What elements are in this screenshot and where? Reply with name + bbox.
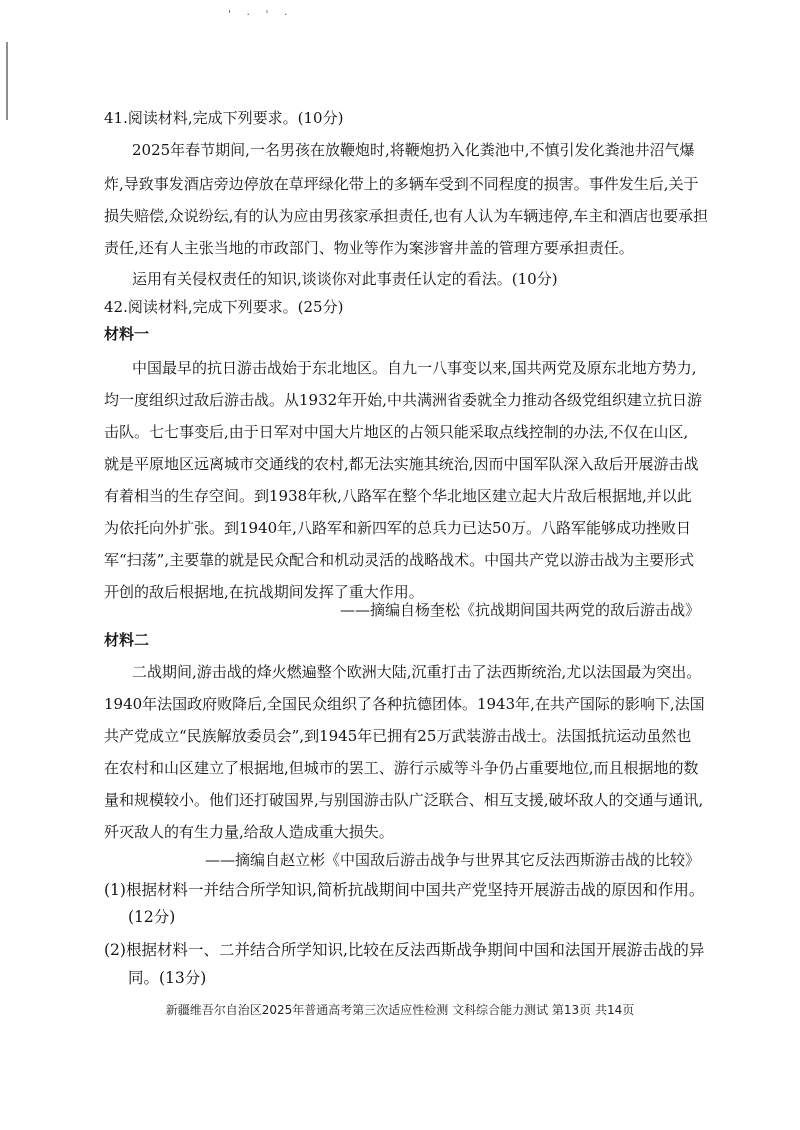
q41-paragraph-line: 损失赔偿,众说纷纭,有的认为应由男孩家承担责任,也有人认为车辆违停,车主和酒店也要承担 — [104, 207, 709, 225]
material-1-line: 中国最早的抗日游击战始于东北地区。自九一八事变以来,国共两党及原东北地方势力, — [132, 359, 697, 377]
q41-paragraph-line: 2025年春节期间,一名男孩在放鞭炮时,将鞭炮扔入化粪池中,不慎引发化粪池井沼气爆 — [132, 141, 695, 159]
sub-question-2: (2)根据材料一、二并结合所学知识,比较在反法西斯战争期间中国和法国开展游击战的异 — [104, 941, 705, 959]
material-2-line: 1940年法国政府败降后,全国民众组织了各种抗德团体。1943年,在共产国际的影响下,法国 — [104, 695, 705, 713]
q42-heading: 42.阅读材料,完成下列要求。(25分) — [104, 298, 344, 316]
scan-edge-mark — [6, 42, 8, 120]
material-2-source: ——摘编自赵立彬《中国敌后游击战争与世界其它反法西斯游击战的比较》 — [204, 851, 700, 869]
q41-paragraph-line: 炸,导致事发酒店旁边停放在草坪绿化带上的多辆车受到不同程度的损害。事件发生后,关于 — [104, 175, 699, 193]
sub-question-2-points: 同。(13分) — [128, 969, 207, 987]
q41-task: 运用有关侵权责任的知识,谈谈你对此事责任认定的看法。(10分) — [132, 270, 558, 288]
material-2-line: 量和规模较小。他们还打破国界,与别国游击队广泛联合、相互支援,破坏敌人的交通与通讯, — [104, 791, 704, 809]
sub-question-1: (1)根据材料一并结合所学知识,简析抗战期间中国共产党坚持开展游击战的原因和作用。 — [104, 881, 705, 899]
page-footer: 新疆维吾尔自治区2025年普通高考第三次适应性检测 文科综合能力测试 第13页 共14页 — [165, 1003, 635, 1017]
material-2-line: 在农村和山区建立了根据地,但城市的罢工、游行示威等斗争仍占重要地位,而且根据地的数 — [104, 759, 699, 777]
sub-question-1-points: (12分) — [128, 908, 176, 926]
q41-heading: 41.阅读材料,完成下列要求。(10分) — [104, 109, 344, 127]
material-1-line: 均一度组织过敌后游击战。从1932年开始,中共满洲省委就全力推动各级党组织建立抗日游 — [104, 391, 702, 409]
material-2-line: 歼灭敌人的有生力量,给敌人造成重大损失。 — [104, 823, 394, 841]
material-1-line: 军“扫荡”,主要靠的就是民众配合和机动灵活的战略战术。中国共产党以游击战为主要形式 — [104, 551, 695, 569]
material-2-line: 共产党成立“民族解放委员会”,到1945年已拥有25万武装游击战士。法国抵抗运动虽然也 — [104, 727, 692, 745]
material-2-label: 材料二 — [104, 631, 150, 649]
top-scan-marks: ' · ' · — [228, 8, 294, 21]
material-1-source: ——摘编自杨奎松《抗战期间国共两党的敌后游击战》 — [339, 601, 700, 619]
q41-paragraph-line: 责任,还有人主张当地的市政部门、物业等作为案涉窨井盖的管理方要承担责任。 — [104, 239, 634, 257]
material-1-line: 开创的敌后根据地,在抗战期间发挥了重大作用。 — [104, 583, 424, 601]
material-1-line: 为依托向外扩张。到1940年,八路军和新四军的总兵力已达50万。八路军能够成功挫败日 — [104, 519, 692, 537]
material-1-label: 材料一 — [104, 325, 150, 343]
material-1-line: 就是平原地区远离城市交通线的农村,都无法实施其统治,因而中国军队深入敌后开展游击战 — [104, 455, 699, 473]
material-2-line: 二战期间,游击战的烽火燃遍整个欧洲大陆,沉重打击了法西斯统治,尤以法国最为突出。 — [132, 663, 702, 681]
material-1-line: 有着相当的生存空间。到1938年秋,八路军在整个华北地区建立起大片敌后根据地,并以此 — [104, 487, 692, 505]
material-1-line: 击队。七七事变后,由于日军对中国大片地区的占领只能采取点线控制的办法,不仅在山区, — [104, 423, 689, 441]
